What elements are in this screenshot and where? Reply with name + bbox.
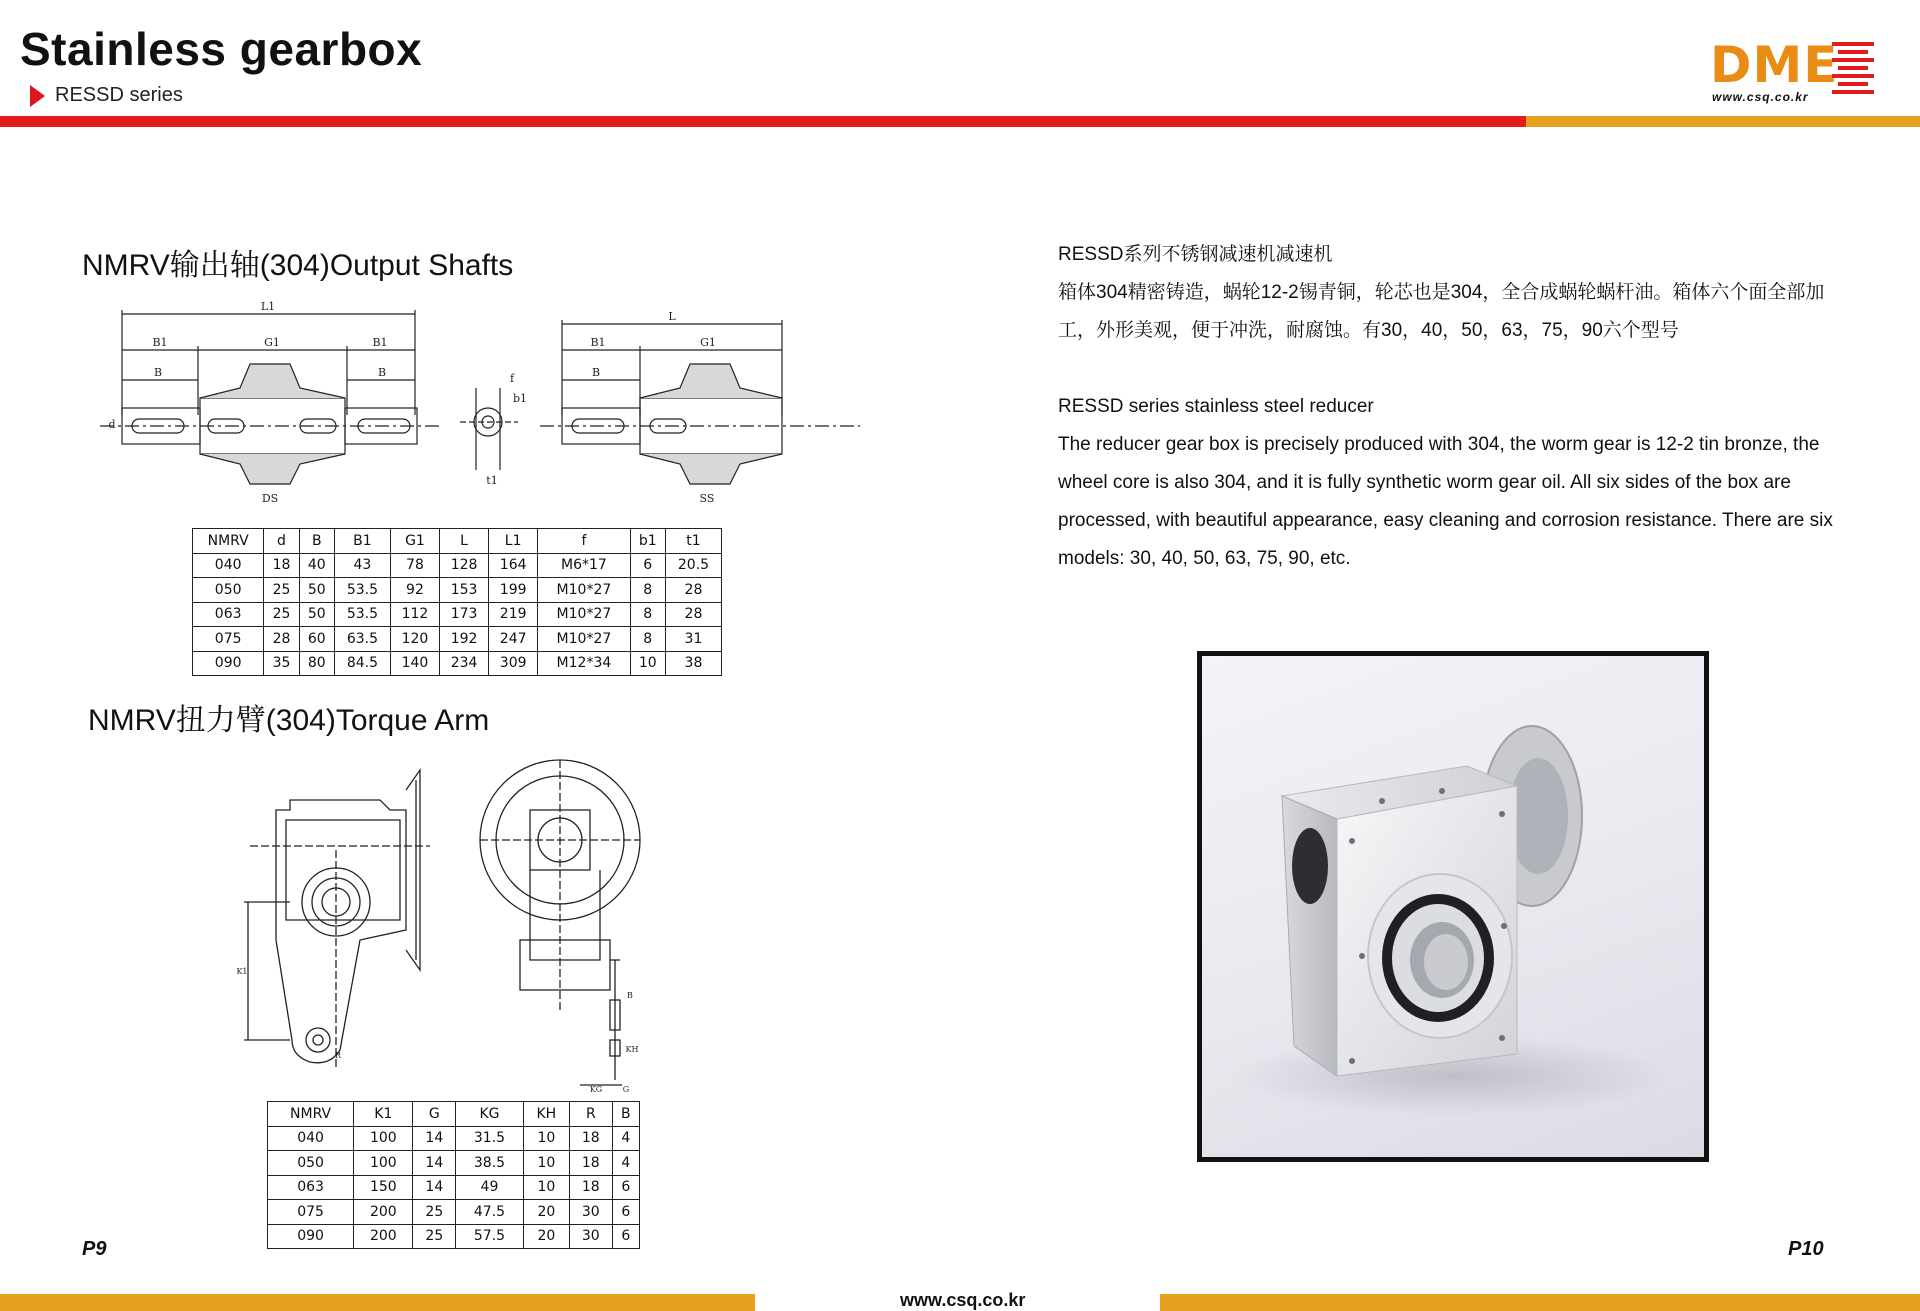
column-header: B1	[334, 529, 390, 554]
column-header: B	[299, 529, 334, 554]
table-cell: 040	[268, 1126, 354, 1151]
table-cell: M12*34	[538, 651, 630, 676]
table-cell: 20.5	[665, 553, 721, 578]
table-cell: 53.5	[334, 578, 390, 603]
table-cell: 128	[440, 553, 489, 578]
triangle-bullet-icon	[30, 85, 45, 107]
table-cell: 35	[264, 651, 299, 676]
table-cell: 200	[354, 1200, 413, 1225]
table-cell: 4	[612, 1151, 639, 1176]
dim-label-B1-ss: B1	[590, 336, 606, 349]
logo-coil-icon	[1828, 38, 1880, 98]
dim-label-B-ss: B	[591, 366, 601, 379]
table-cell: 10	[630, 651, 665, 676]
column-header: KH	[523, 1102, 569, 1127]
output-shafts-heading: NMRV输出轴(304)Output Shafts	[82, 249, 514, 282]
table-cell: 200	[354, 1224, 413, 1249]
table-cell: 14	[413, 1151, 456, 1176]
table-cell: 20	[523, 1224, 569, 1249]
table-cell: 30	[569, 1200, 612, 1225]
torque-arm-heading: NMRV扭力臂(304)Torque Arm	[88, 704, 490, 737]
table-cell: 8	[630, 602, 665, 627]
dim-label-G: G	[622, 1085, 630, 1094]
table-cell: M6*17	[538, 553, 630, 578]
description-cn-title: RESSD系列不锈钢减速机减速机	[1058, 244, 1333, 265]
table-row	[268, 1200, 640, 1225]
table-cell: 8	[630, 578, 665, 603]
dim-label-B1-right: B1	[372, 336, 388, 349]
table-cell: 38.5	[456, 1151, 524, 1176]
table-cell: 075	[268, 1200, 354, 1225]
column-header: R	[569, 1102, 612, 1127]
table-cell: 150	[354, 1175, 413, 1200]
column-header: b1	[630, 529, 665, 554]
table-cell: 164	[489, 553, 538, 578]
table-cell: 18	[264, 553, 299, 578]
table-row	[268, 1175, 640, 1200]
footer-orange-bar-right	[1160, 1294, 1920, 1311]
dim-label-L: L	[668, 310, 676, 323]
table-cell: 6	[612, 1224, 639, 1249]
table-cell: 31.5	[456, 1126, 524, 1151]
table-row	[193, 578, 722, 603]
dim-label-K1: K1	[236, 967, 248, 976]
table-cell: 25	[264, 578, 299, 603]
table-cell: 4	[612, 1126, 639, 1151]
table-cell: 30	[569, 1224, 612, 1249]
table-cell: 14	[413, 1175, 456, 1200]
table-cell: 92	[390, 578, 439, 603]
table-cell: M10*27	[538, 602, 630, 627]
table-cell: 090	[268, 1224, 354, 1249]
table-cell: 14	[413, 1126, 456, 1151]
table-cell: 063	[193, 602, 264, 627]
table-cell: 100	[354, 1151, 413, 1176]
column-header: KG	[456, 1102, 524, 1127]
dim-label-B: B	[627, 991, 633, 1000]
table-cell: 140	[390, 651, 439, 676]
dim-label-B-left: B	[153, 366, 163, 379]
table-cell: 173	[440, 602, 489, 627]
table-cell: 234	[440, 651, 489, 676]
table-cell: 6	[612, 1175, 639, 1200]
table-cell: 20	[523, 1200, 569, 1225]
table-cell: 6	[612, 1200, 639, 1225]
column-header: d	[264, 529, 299, 554]
table-header-row	[193, 529, 722, 554]
table-cell: 80	[299, 651, 334, 676]
series-subtitle	[30, 84, 183, 107]
table-cell: 192	[440, 627, 489, 652]
column-header: NMRV	[268, 1102, 354, 1127]
table-cell: 38	[665, 651, 721, 676]
table-cell: 28	[665, 578, 721, 603]
table-cell: 050	[193, 578, 264, 603]
column-header: B	[612, 1102, 639, 1127]
table-cell: 8	[630, 627, 665, 652]
table-cell: 247	[489, 627, 538, 652]
table-row	[193, 651, 722, 676]
table-cell: 50	[299, 578, 334, 603]
column-header: f	[538, 529, 630, 554]
table-cell: 63.5	[334, 627, 390, 652]
table-cell: 153	[440, 578, 489, 603]
table-cell: 25	[413, 1224, 456, 1249]
description-en-title: RESSD series stainless steel reducer	[1058, 396, 1374, 417]
page-number-left: P9	[82, 1238, 107, 1260]
table-cell: 219	[489, 602, 538, 627]
gearbox-illustration	[1202, 656, 1704, 1157]
description-en-body: The reducer gear box is precisely produced with 304, the worm gear is 12-2 tin bronze, the wheel core is also 304, and it is fully synthetic worm gear oil. All six sides of the box are processed, with beautiful appearance, easy cleaning and corrosion resistance. There are six models: 30, 40, 50, 63, 75, 90, etc.	[1058, 434, 1833, 569]
table-cell: 050	[268, 1151, 354, 1176]
table-row	[268, 1151, 640, 1176]
torque-arm-drawing	[230, 750, 690, 1095]
product-photo	[1197, 651, 1709, 1162]
table-cell: M10*27	[538, 627, 630, 652]
series-subtitle-text: RESSD series	[55, 84, 183, 106]
table-cell: M10*27	[538, 578, 630, 603]
dim-label-KH: KH	[625, 1045, 639, 1054]
table-cell: 199	[489, 578, 538, 603]
page-number-right: P10	[1788, 1238, 1824, 1260]
logo-url: www.csq.co.kr	[1712, 90, 1809, 104]
table-cell: 309	[489, 651, 538, 676]
table-cell: 25	[264, 602, 299, 627]
table-cell: 063	[268, 1175, 354, 1200]
column-header: G1	[390, 529, 439, 554]
dim-label-d: d	[108, 418, 116, 431]
column-header: L1	[489, 529, 538, 554]
table-cell: 112	[390, 602, 439, 627]
page-title: Stainless gearbox	[20, 23, 423, 75]
output-shafts-table	[192, 528, 722, 676]
brand-logo	[1710, 36, 1880, 106]
dim-label-L1: L1	[260, 300, 276, 313]
table-cell: 10	[523, 1175, 569, 1200]
table-cell: 49	[456, 1175, 524, 1200]
column-header: t1	[665, 529, 721, 554]
table-cell: 6	[630, 553, 665, 578]
table-cell: 100	[354, 1126, 413, 1151]
dim-label-b1: b1	[512, 392, 528, 405]
table-cell: 18	[569, 1175, 612, 1200]
description-cn-body: 箱体304精密铸造，蜗轮12-2锡青铜，轮芯也是304，全合成蜗轮蜗杆油。箱体六个面全部加工，外形美观，便于冲洗，耐腐蚀。有30，40，50，63，75，90六个型号	[1058, 282, 1825, 341]
dim-label-R: R	[334, 1051, 342, 1060]
label-DS: DS	[261, 492, 279, 505]
dim-label-t1: t1	[486, 474, 498, 487]
table-cell: 57.5	[456, 1224, 524, 1249]
table-row	[268, 1224, 640, 1249]
output-shafts-drawing	[90, 300, 880, 520]
torque-arm-table	[267, 1101, 640, 1249]
dim-label-B-right: B	[377, 366, 387, 379]
table-cell: 120	[390, 627, 439, 652]
dim-label-B1-left: B1	[152, 336, 168, 349]
table-cell: 10	[523, 1126, 569, 1151]
column-header: K1	[354, 1102, 413, 1127]
footer-orange-bar-left	[0, 1294, 755, 1311]
table-cell: 10	[523, 1151, 569, 1176]
table-cell: 43	[334, 553, 390, 578]
column-header: G	[413, 1102, 456, 1127]
logo-wordmark: DME	[1710, 36, 1839, 94]
table-cell: 60	[299, 627, 334, 652]
dim-label-KG: KG	[589, 1085, 603, 1094]
header-red-bar	[0, 116, 1526, 127]
footer-url: www.csq.co.kr	[900, 1290, 1026, 1310]
table-row	[193, 602, 722, 627]
table-cell: 47.5	[456, 1200, 524, 1225]
table-cell: 78	[390, 553, 439, 578]
table-row	[193, 627, 722, 652]
table-cell: 090	[193, 651, 264, 676]
column-header: NMRV	[193, 529, 264, 554]
table-cell: 18	[569, 1126, 612, 1151]
table-header-row	[268, 1102, 640, 1127]
column-header: L	[440, 529, 489, 554]
table-cell: 075	[193, 627, 264, 652]
table-cell: 25	[413, 1200, 456, 1225]
header-orange-bar	[1526, 116, 1920, 127]
table-cell: 50	[299, 602, 334, 627]
table-cell: 040	[193, 553, 264, 578]
table-row	[268, 1126, 640, 1151]
table-cell: 84.5	[334, 651, 390, 676]
table-row	[193, 553, 722, 578]
table-cell: 18	[569, 1151, 612, 1176]
dim-label-G1-ss: G1	[700, 336, 716, 349]
table-cell: 53.5	[334, 602, 390, 627]
dim-label-G1-ds: G1	[264, 336, 280, 349]
table-cell: 40	[299, 553, 334, 578]
table-cell: 28	[264, 627, 299, 652]
dim-label-f: f	[509, 372, 515, 385]
table-cell: 28	[665, 602, 721, 627]
table-cell: 31	[665, 627, 721, 652]
label-SS: SS	[699, 492, 715, 505]
